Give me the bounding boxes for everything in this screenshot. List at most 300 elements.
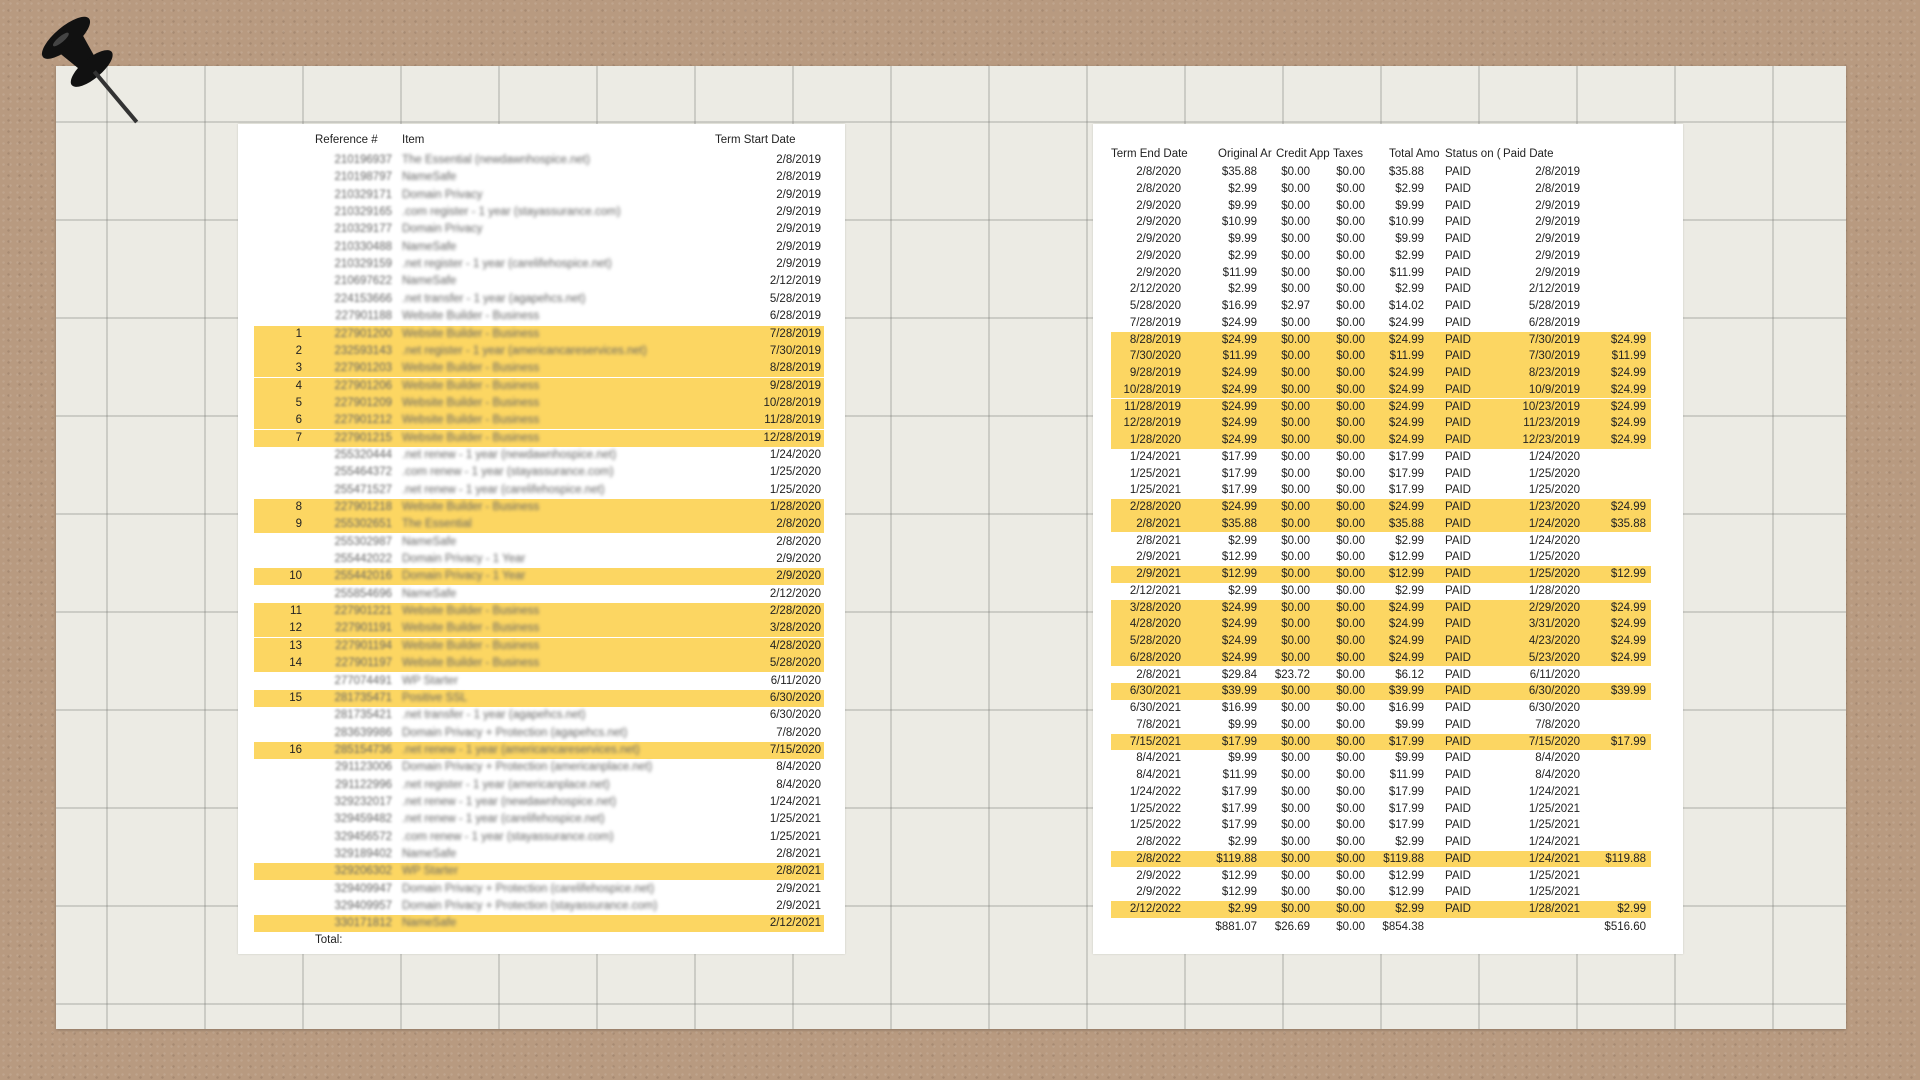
table-row [254, 204, 824, 221]
term-end-date: 1/25/2022 [1129, 819, 1181, 832]
item-name: .net renew - 1 year (carelifehospice.net) [402, 483, 605, 496]
original-amount: $24.99 [1221, 635, 1257, 647]
total-amount: $9.99 [1395, 199, 1424, 212]
paid-date: 1/24/2020 [1528, 517, 1580, 530]
credit-applied: $0.00 [1281, 283, 1310, 296]
term-start-date: 1/28/2020 [769, 501, 821, 513]
total-amount: $24.99 [1388, 400, 1424, 413]
table-row [1111, 650, 1651, 667]
credit-applied: $0.00 [1281, 601, 1310, 614]
table-row [1111, 683, 1651, 700]
taxes: $0.00 [1336, 233, 1365, 245]
status: PAID [1445, 383, 1471, 396]
original-amount: $9.99 [1228, 718, 1257, 731]
taxes: $0.00 [1336, 249, 1365, 262]
item-name: .com renew - 1 year (stayassurance.com) [402, 466, 614, 479]
item-name: Website Builder - Business [402, 310, 540, 323]
term-end-date: 6/30/2021 [1129, 702, 1181, 714]
term-start-date: 2/9/2020 [776, 553, 821, 566]
item-name: NameSafe [402, 587, 457, 600]
term-end-date: 7/15/2021 [1129, 735, 1181, 748]
term-start-date: 2/28/2020 [769, 605, 821, 618]
table-row [254, 343, 824, 360]
table-row [254, 881, 824, 898]
paid-date: 6/28/2019 [1528, 316, 1580, 329]
paid-date: 6/11/2020 [1529, 668, 1580, 681]
table-row [254, 725, 824, 742]
term-start-date: 2/9/2019 [776, 206, 821, 219]
paid-amount: $24.99 [1610, 651, 1646, 664]
status: PAID [1445, 467, 1471, 480]
total-amount: $10.99 [1388, 216, 1424, 229]
original-amount: $24.99 [1221, 501, 1257, 513]
reference-number: 277074491 [334, 674, 392, 687]
original-amount: $24.99 [1221, 417, 1257, 430]
row-number: 6 [295, 414, 302, 427]
original-amount: $17.99 [1221, 735, 1257, 748]
item-name: Domain Privacy + Protection (agapehcs.net) [402, 726, 628, 739]
item-name: .net transfer - 1 year (agapehcs.net) [402, 292, 586, 305]
credit-applied: $0.00 [1281, 367, 1310, 379]
term-start-date: 2/9/2019 [776, 258, 821, 271]
taxes: $0.00 [1336, 316, 1365, 329]
original-amount: $17.99 [1221, 819, 1257, 832]
row-number: 8 [295, 501, 302, 513]
reference-number: 329459482 [334, 813, 392, 826]
status: PAID [1445, 233, 1471, 245]
term-start-date: 1/24/2020 [769, 448, 821, 461]
total-amount: $17.99 [1388, 802, 1424, 815]
table-row [1111, 214, 1651, 231]
credit-applied: $0.00 [1281, 819, 1310, 832]
total-amount: $2.99 [1395, 182, 1424, 195]
total-amount: $9.99 [1395, 233, 1424, 245]
status: PAID [1445, 182, 1471, 195]
table-row [1111, 181, 1651, 198]
taxes: $0.00 [1336, 283, 1365, 296]
paid-date: 1/25/2020 [1528, 484, 1580, 497]
item-name: Website Builder - Business [402, 657, 540, 670]
status: PAID [1445, 635, 1471, 647]
term-end-date: 2/28/2020 [1129, 501, 1181, 513]
table-row [254, 707, 824, 724]
term-end-date: 4/28/2020 [1129, 618, 1181, 631]
status: PAID [1445, 450, 1471, 463]
reference-number: 227901218 [334, 501, 392, 513]
table-row [254, 794, 824, 811]
item-name: NameSafe [402, 917, 457, 930]
original-amount: $17.99 [1221, 802, 1257, 815]
credit-applied: $0.00 [1281, 517, 1310, 530]
left-sheet [238, 124, 845, 954]
total-amount: $24.99 [1388, 316, 1424, 329]
credit-applied: $0.00 [1281, 182, 1310, 195]
reference-number: 227901200 [334, 327, 392, 340]
table-row [1111, 533, 1651, 550]
reference-number: 255854696 [334, 587, 392, 600]
status: PAID [1445, 517, 1471, 530]
table-row [1111, 784, 1651, 801]
status: PAID [1445, 434, 1471, 446]
paid-amount: $24.99 [1610, 601, 1646, 614]
total-amount: $11.99 [1389, 769, 1424, 781]
original-amount: $2.99 [1228, 903, 1257, 915]
paid-date: 1/25/2021 [1528, 819, 1580, 832]
paid-date: 1/24/2021 [1528, 852, 1580, 865]
table-row [254, 516, 824, 533]
total-amount: $17.99 [1388, 450, 1424, 463]
total-amount: $24.99 [1388, 434, 1424, 446]
term-end-date: 2/8/2021 [1136, 534, 1181, 547]
term-end-date: 11/28/2019 [1124, 400, 1181, 413]
item-name: WP Starter [402, 674, 459, 687]
term-start-date: 2/12/2021 [769, 917, 821, 930]
table-row [1111, 198, 1651, 215]
table-row [1111, 482, 1651, 499]
credit-applied: $0.00 [1281, 316, 1310, 329]
taxes: $0.00 [1336, 300, 1365, 312]
status: PAID [1445, 501, 1471, 513]
table-row [1111, 868, 1651, 885]
status: PAID [1445, 333, 1471, 346]
term-start-date: 3/28/2020 [769, 622, 821, 635]
paid-date: 7/30/2019 [1528, 350, 1580, 363]
header-original-amount: Original Ar [1218, 148, 1272, 160]
original-amount: $17.99 [1221, 785, 1257, 798]
table-row [254, 360, 824, 377]
credit-applied: $0.00 [1281, 836, 1310, 848]
table-row [1111, 884, 1651, 901]
table-row [1111, 332, 1651, 349]
table-row [254, 447, 824, 464]
taxes: $0.00 [1336, 869, 1365, 882]
taxes: $0.00 [1336, 551, 1365, 564]
credit-applied: $0.00 [1281, 718, 1310, 731]
paid-date: 1/24/2020 [1528, 534, 1580, 547]
paid-date: 10/9/2019 [1528, 383, 1580, 396]
paid-date: 1/24/2021 [1528, 836, 1580, 848]
status: PAID [1445, 601, 1471, 614]
table-row [254, 690, 824, 707]
paid-amount: $119.88 [1605, 852, 1646, 865]
term-end-date: 2/12/2021 [1129, 584, 1181, 597]
reference-number: 255442016 [334, 570, 392, 583]
reference-number: 291122996 [335, 778, 392, 791]
total-label: Total: [315, 933, 343, 946]
total-amount: $35.88 [1388, 517, 1424, 530]
item-name: .net renew - 1 year (newdawnhospice.net) [402, 795, 617, 808]
taxes: $0.00 [1336, 685, 1365, 698]
total-amount: $16.99 [1388, 702, 1424, 714]
original-amount: $9.99 [1228, 199, 1257, 212]
total-amount: $24.99 [1388, 333, 1424, 346]
table-row [1111, 432, 1651, 449]
total-amount: $12.99 [1388, 551, 1424, 564]
credit-applied: $0.00 [1281, 735, 1310, 748]
total-amount: $17.99 [1388, 785, 1424, 798]
paid-amount: $24.99 [1610, 400, 1646, 413]
total-amount: $12.99 [1388, 869, 1424, 882]
taxes: $0.00 [1336, 584, 1365, 597]
status: PAID [1445, 869, 1471, 882]
status: PAID [1445, 836, 1471, 848]
total-amount: $35.88 [1388, 166, 1424, 178]
table-row [254, 603, 824, 620]
header-item: Item [402, 134, 425, 146]
taxes: $0.00 [1336, 802, 1365, 815]
item-name: Website Builder - Business [402, 605, 540, 618]
credit-applied: $0.00 [1281, 802, 1310, 815]
term-end-date: 2/9/2020 [1136, 216, 1181, 229]
paid-date: 1/28/2021 [1528, 903, 1580, 915]
original-amount: $24.99 [1221, 618, 1257, 631]
table-row [254, 395, 824, 412]
original-amount: $17.99 [1221, 467, 1257, 480]
paid-date: 1/28/2020 [1528, 584, 1580, 597]
table-row [254, 239, 824, 256]
reference-number: 285154736 [334, 743, 392, 756]
taxes: $0.00 [1336, 199, 1365, 212]
term-end-date: 2/8/2022 [1136, 852, 1181, 865]
taxes: $0.00 [1336, 350, 1365, 363]
reference-number: 255302651 [334, 518, 392, 531]
status: PAID [1445, 166, 1471, 178]
table-row [254, 412, 824, 429]
reference-number: 210196937 [334, 154, 392, 166]
row-number: 7 [295, 431, 302, 444]
status: PAID [1445, 819, 1471, 832]
original-amount: $11.99 [1222, 769, 1257, 781]
taxes: $0.00 [1336, 216, 1365, 229]
term-start-date: 2/9/2020 [776, 570, 821, 583]
total-amount: $17.99 [1388, 467, 1424, 480]
paid-date: 2/9/2019 [1535, 266, 1580, 279]
taxes: $0.00 [1336, 785, 1365, 798]
status: PAID [1445, 718, 1471, 731]
total-amount: $9.99 [1395, 718, 1424, 731]
reference-number: 329206302 [334, 865, 392, 878]
table-row [1111, 734, 1651, 751]
paid-date: 2/9/2019 [1535, 233, 1580, 245]
term-end-date: 2/9/2020 [1136, 266, 1181, 279]
table-row [1111, 717, 1651, 734]
reference-number: 227901197 [335, 657, 392, 670]
row-number: 4 [295, 379, 302, 392]
term-end-date: 12/28/2019 [1123, 417, 1181, 430]
reference-number: 210198797 [334, 171, 392, 184]
total-amount: $24.99 [1388, 601, 1424, 614]
item-name: .net register - 1 year (americancareservices.net) [402, 344, 647, 357]
credit-applied: $23.72 [1274, 668, 1310, 681]
taxes: $0.00 [1336, 651, 1365, 664]
paid-date: 2/9/2019 [1535, 216, 1580, 229]
total-amount: $2.99 [1395, 836, 1424, 848]
reference-number: 281735421 [334, 709, 392, 722]
credit-applied: $0.00 [1281, 333, 1310, 346]
credit-applied: $0.00 [1281, 199, 1310, 212]
header-term-end: Term End Date [1111, 148, 1188, 160]
term-end-date: 1/24/2021 [1129, 450, 1181, 463]
row-number: 3 [295, 362, 302, 375]
status: PAID [1445, 484, 1471, 497]
reference-number: 330171812 [334, 917, 392, 930]
row-number: 14 [289, 657, 302, 670]
paid-date: 1/25/2020 [1528, 568, 1580, 580]
item-name: .net renew - 1 year (americancareservices.net) [402, 743, 640, 756]
status: PAID [1445, 534, 1471, 547]
taxes: $0.00 [1336, 702, 1365, 714]
item-name: Website Builder - Business [402, 501, 540, 513]
total-amount: $2.99 [1395, 903, 1424, 915]
table-row [254, 534, 824, 551]
total-amount: $11.99 [1389, 266, 1424, 279]
term-end-date: 8/4/2021 [1136, 752, 1181, 765]
header-reference: Reference # [315, 134, 378, 146]
credit-applied: $0.00 [1281, 501, 1310, 513]
table-row [254, 568, 824, 585]
credit-applied: $0.00 [1281, 903, 1310, 915]
original-amount: $10.99 [1221, 216, 1257, 229]
paid-amount: $24.99 [1610, 501, 1646, 513]
status: PAID [1445, 216, 1471, 229]
status: PAID [1445, 852, 1471, 865]
term-start-date: 11/28/2019 [764, 414, 821, 427]
term-end-date: 2/12/2020 [1129, 283, 1181, 296]
item-name: NameSafe [402, 171, 457, 184]
table-row [254, 811, 824, 828]
item-name: NameSafe [402, 535, 457, 548]
push-pin-icon [28, 10, 158, 150]
taxes: $0.00 [1336, 668, 1365, 681]
credit-applied: $0.00 [1281, 785, 1310, 798]
term-start-date: 2/9/2021 [776, 882, 821, 895]
total-amount: $24.99 [1388, 367, 1424, 379]
taxes: $0.00 [1336, 601, 1365, 614]
status: PAID [1445, 584, 1471, 597]
reference-number: 227901191 [335, 622, 392, 635]
taxes: $0.00 [1336, 819, 1365, 832]
row-number: 5 [295, 396, 302, 409]
term-start-date: 2/9/2021 [776, 900, 821, 913]
term-end-date: 2/8/2020 [1136, 182, 1181, 195]
original-amount: $24.99 [1221, 400, 1257, 413]
taxes: $0.00 [1336, 467, 1365, 480]
header-taxes: Taxes [1333, 148, 1364, 160]
reference-number: 227901203 [334, 362, 392, 375]
total-amount: $6.12 [1395, 668, 1424, 681]
table-row [254, 863, 824, 880]
total-taxes: $0.00 [1336, 920, 1365, 933]
table-row [1111, 164, 1651, 181]
credit-applied: $0.00 [1281, 484, 1310, 497]
original-amount: $24.99 [1221, 333, 1257, 346]
original-amount: $2.99 [1228, 836, 1257, 848]
credit-applied: $0.00 [1281, 534, 1310, 547]
row-number: 9 [295, 518, 302, 531]
table-row [1111, 265, 1651, 282]
status: PAID [1445, 350, 1471, 363]
paid-date: 2/9/2019 [1535, 199, 1580, 212]
term-start-date: 2/8/2021 [776, 865, 821, 878]
status: PAID [1445, 249, 1471, 262]
item-name: Domain Privacy + Protection (carelifehospice.net) [402, 882, 655, 895]
status: PAID [1445, 283, 1471, 296]
table-row [254, 620, 824, 637]
item-name: .net register - 1 year (americanplace.net) [402, 778, 610, 791]
table-row [1111, 415, 1651, 432]
table-row [254, 499, 824, 516]
term-start-date: 8/4/2020 [776, 761, 821, 774]
status: PAID [1445, 702, 1471, 714]
original-amount: $24.99 [1221, 651, 1257, 664]
item-name: .net transfer - 1 year (agapehcs.net) [402, 709, 586, 722]
table-row [254, 898, 824, 915]
taxes: $0.00 [1336, 417, 1365, 430]
taxes: $0.00 [1336, 534, 1365, 547]
taxes: $0.00 [1336, 618, 1365, 631]
reference-number: 210697622 [334, 275, 392, 288]
paid-date: 1/24/2021 [1528, 785, 1580, 798]
paid-amount: $24.99 [1610, 367, 1646, 379]
term-end-date: 9/28/2019 [1129, 367, 1181, 379]
term-start-date: 1/24/2021 [769, 795, 821, 808]
taxes: $0.00 [1336, 735, 1365, 748]
table-row [1111, 365, 1651, 382]
credit-applied: $0.00 [1281, 635, 1310, 647]
total-amount: $11.99 [1389, 350, 1424, 363]
status: PAID [1445, 400, 1471, 413]
paid-amount: $24.99 [1610, 417, 1646, 430]
status: PAID [1445, 903, 1471, 915]
item-name: Website Builder - Business [402, 327, 540, 340]
paid-date: 2/9/2019 [1535, 249, 1580, 262]
credit-applied: $0.00 [1281, 266, 1310, 279]
table-row [1111, 834, 1651, 851]
table-row [1111, 348, 1651, 365]
table-row [1111, 466, 1651, 483]
status: PAID [1445, 367, 1471, 379]
paid-date: 1/25/2020 [1528, 467, 1580, 480]
table-row [254, 152, 824, 169]
reference-number: 210329165 [334, 206, 392, 219]
taxes: $0.00 [1336, 517, 1365, 530]
status: PAID [1445, 551, 1471, 564]
table-row [1111, 583, 1651, 600]
term-end-date: 10/28/2019 [1123, 383, 1181, 396]
reference-number: 227901221 [334, 605, 392, 618]
credit-applied: $0.00 [1281, 752, 1310, 765]
paid-date: 8/23/2019 [1528, 367, 1580, 379]
term-end-date: 1/25/2021 [1129, 467, 1181, 480]
total-amount: $24.99 [1388, 417, 1424, 430]
original-amount: $16.99 [1221, 702, 1257, 714]
taxes: $0.00 [1336, 450, 1365, 463]
table-row [1111, 549, 1651, 566]
table-row [1111, 399, 1651, 416]
term-start-date: 6/30/2020 [769, 691, 821, 704]
original-amount: $2.99 [1228, 584, 1257, 597]
paid-amount: $24.99 [1610, 333, 1646, 346]
term-start-date: 12/28/2019 [763, 431, 821, 444]
term-start-date: 2/9/2019 [776, 240, 821, 253]
term-end-date: 1/28/2020 [1129, 434, 1181, 446]
term-end-date: 2/9/2020 [1136, 233, 1181, 245]
taxes: $0.00 [1336, 383, 1365, 396]
header-credit-applied: Credit App [1276, 148, 1330, 160]
credit-applied: $0.00 [1281, 450, 1310, 463]
paid-date: 6/30/2020 [1528, 685, 1580, 698]
term-end-date: 2/8/2021 [1136, 668, 1181, 681]
